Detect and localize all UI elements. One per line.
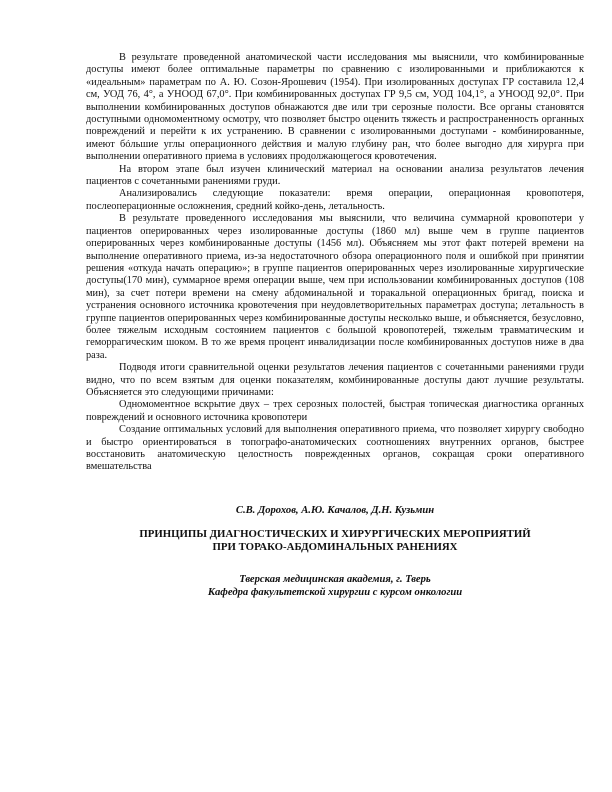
paragraph-clinical-stage: На втором этапе был изучен клинический материал на основании анализа результатов лечения пациентов с сочетанными ранениями груди. (86, 163, 584, 188)
document-page (86, 52, 584, 599)
paragraph-reason-two: Создание оптимальных условий для выполнения оперативного приема, что позволяет хирургу свободно и быстро ориентироваться в топографо-анатомических соотношениях внутренних органов, быстрее восстановить анатомическую целостность поврежденных органов, сокращая сроки оперативного вмешательства (86, 424, 584, 473)
article-title-line-2: ПРИ ТОРАКО-АБДОМИНАЛЬНЫХ РАНЕНИЯХ (212, 540, 458, 553)
article-title (86, 528, 584, 554)
article-authors: С.В. Дорохов, А.Ю. Качалов, Д.Н. Кузьмин (235, 504, 435, 516)
affiliation-department: Кафедра факультетской хирургии с курсом онкологии (207, 586, 463, 598)
paragraph-anatomical-results: В результате проведенной анатомической части исследования мы выяснили, что комбинированные доступы имеют более оптимальные параметры по сравнению с изолированными и приближаются к «идеальным» параметрам по А. Ю. Созон-Ярошевич (1954). При изолированных доступах ГР составила 12,4 см, УОД 76, 4°, а УНООД 67,0°. При комбинированных доступах ГР 9,5 см, УОД 104,1°, а УНООД 92,0°. При выполнении комбинированных доступов обнажаются две или три серозные полости. Все органы становятся доступными одномоментному осмотру, что позволяет быстро оценить тяжесть и распространенность органных повреждений и перейти к их устранению. В сравнении с изолированными доступами - комбинированные, имеют бóльшие углы операционного действия и малую глубину ран, что более выгодно для хирурга при выполнении оперативного приема в условиях продолжающегося кровотечения. (86, 52, 584, 163)
affiliation-institution: Тверская медицинская академия, г. Тверь (239, 573, 431, 585)
article-affiliation (86, 573, 584, 599)
paragraph-reason-one: Одномоментное вскрытие двух – трех серозных полостей, быстрая топическая диагностика органных повреждений и основного источника кровопотери (86, 399, 584, 423)
paragraph-indicators: Анализировались следующие показатели: время операции, операционная кровопотеря, послеоперационные осложнения, средний койко-день, летальность. (86, 188, 584, 212)
paragraph-summary: Подводя итоги сравнительной оценки результатов лечения пациентов с сочетанными ранениями груди видно, что по всем взятым для оценки показателям, комбинированные доступы дают лучшие результаты. Объясняется это следующими причинами: (86, 362, 584, 398)
article-title-line-1: ПРИНЦИПЫ ДИАГНОСТИЧЕСКИХ И ХИРУРГИЧЕСКИХ МЕРОПРИЯТИЙ (139, 527, 531, 540)
paragraph-blood-loss-results: В результате проведенного исследования мы выяснили, что величина суммарной кровопотери у пациентов оперированных через изолированные доступы (1860 мл) выше чем в группе пациентов оперированных через комбинированные доступы (1456 мл). Объясняем мы этот факт потерей времени на выполнение оперативного приема, из-за недостаточного обзора операционного поля и ошибкой при принятии решения «откуда начать операцию»; в группе пациентов оперированных через изолированные хирургические доступы(170 мин), суммарное время операции выше, чем при использовании комбинированных доступов (108 мин), за счет потери времени на смену абдоминальной и торакальной операционных бригад, поиска и устранения основного источника кровотечения при неудовлетворительных параметрах доступа; летальность в группе пациентов оперированных через комбинированные доступы несколько выше, и объясняется, безусловно, более тяжелым исходным состоянием пациентов с большой кровопотерей, тяжелым травматическим и геморрагическим шоком. В то же время процент инвалидизации после комбинированных доступов ниже в два раза. (86, 213, 584, 361)
